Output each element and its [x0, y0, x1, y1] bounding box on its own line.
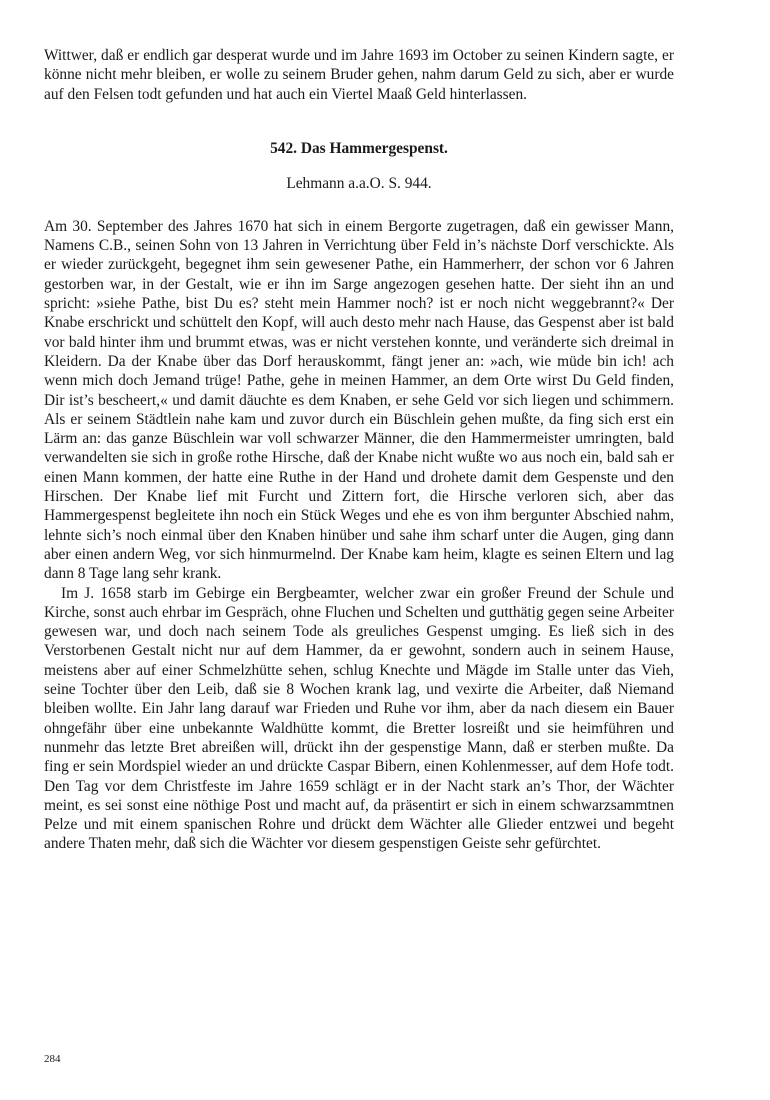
story-paragraph-1: Am 30. September des Jahres 1670 hat sich in einem Bergorte zugetragen, daß ein gewisser Mann, Namens C.B., seinen Sohn von 13 Jahren in Verrichtung über Feld in’s nächste Dorf verschickte. Als er wieder zurückgeht, begegnet ihm sein gewesener Pathe, ein Hammerherr, der schon vor 6 Jahren gestorben war, in der Gestalt, wie er ihn im Sarge angezogen gesehen hatte. Der sieht ihn an und spricht: »siehe Pathe, bist Du es? steht mein Hammer noch? ist er noch nicht weggebrannt?« Der Knabe erschrickt und schüttelt den Kopf, will auch desto mehr nach Hause, das Gespenst aber ist bald vor bald hinter ihm und brummt etwas, was er nicht verstehen konnte, und veränderte sich dreimal in Kleidern. Da der Knabe über das Dorf herauskommt, fängt jener an: »ach, wie müde bin ich! ach wenn mich doch Jemand trüge! Pathe, gehe in meinen Hammer, an dem Orte wirst Du Geld finden, Dir ist’s bescheert,« und damit däuchte es dem Knaben, er sehe Geld vor sich liegen und schimmern. Als er seinem Städtlein nahe kam und zuvor durch ein Büschlein gehen mußte, da fing sich erst ein Lärm an: das ganze Büschlein war voll schwarzer Männer, die den Hammermeister umringten, bald verwandelten sie sich in große rothe Hirsche, daß der Knabe nicht wußte wo aus noch ein, bald sah er einen Mann kommen, der hatte eine Ruthe in der Hand und drohete damit dem Gespenste und den Hirschen. Der Knabe lief mit Furcht und Zittern fort, die Hirsche verloren sich, aber das Hammergespenst begleitete ihn noch ein Stück Weges und ehe es von ihm bergunter Abschied nahm, lehnte sich’s noch einmal über den Knaben hinüber und sahe ihm scharf unter die Augen, ging dann aber einen andern Weg, vor sich hinmurmelnd. Der Knabe kam heim, klagte es seinen Eltern und lag dann 8 Tage lang sehr krank.: [44, 217, 674, 583]
section-spacer: [44, 193, 674, 217]
continuation-paragraph: Wittwer, daß er endlich gar desperat wurde und im Jahre 1693 im October zu seinen Kindern sagte, er könne nicht mehr bleiben, er wolle zu seinem Bruder gehen, nahm darum Geld zu sich, aber er wurde auf den Felsen todt gefunden und hat auch ein Viertel Maaß Geld hinterlassen.: [44, 47, 674, 103]
page-body: [44, 46, 674, 854]
story-paragraph-2: Im J. 1658 starb im Gebirge ein Bergbeamter, welcher zwar ein großer Freund der Schule und Kirche, sonst auch ehrbar im Gespräch, ohne Fluchen und Schelten und gutthätig gegen seine Arbeiter gewesen war, und doch nach seinem Tode als greuliches Gespenst umging. Es ließ sich in des Verstorbenen Gestalt nicht nur auf dem Hammer, da er gewohnt, sondern auch in seinem Hause, meistens aber auf einer Schmelzhütte sehen, schlug Knechte und Mägde im Stalle unter das Vieh, seine Tochter über den Leib, daß sie 8 Wochen krank lag, und vexirte die Arbeiter, daß Niemand bleiben wollte. Ein Jahr lang darauf war Frieden und Ruhe vor ihm, aber da nach diesem ein Bauer ohngefähr über eine unbekannte Waldhütte kommt, die Bretter losreißt und sie heimführen und nunmehr das letzte Bret abreißen will, drückt ihn der gespenstige Mann, daß er sterben mußte. Da fing er sein Mordspiel wieder an und drückte Caspar Bibern, einen Kohlenmesser, auf dem Hofe todt. Den Tag vor dem Christfeste im Jahre 1659 schlägt er in der Nacht stark an’s Thor, der Wächter meint, es sei sonst eine nöthige Post und macht auf, da präsentirt er sich in einem schwarzsammtnen Pelze und mit einem spanischen Rohre und drückt dem Wächter alle Glieder entzwei und begeht andere Thaten mehr, daß sich die Wächter vor diesem gespenstigen Geiste sehr gefürchtet.: [44, 584, 674, 853]
section-heading: 542. Das Hammergespenst.: [270, 139, 448, 157]
page-number: 284: [44, 1053, 61, 1065]
source-reference: Lehmann a.a.O. S. 944.: [286, 174, 432, 192]
